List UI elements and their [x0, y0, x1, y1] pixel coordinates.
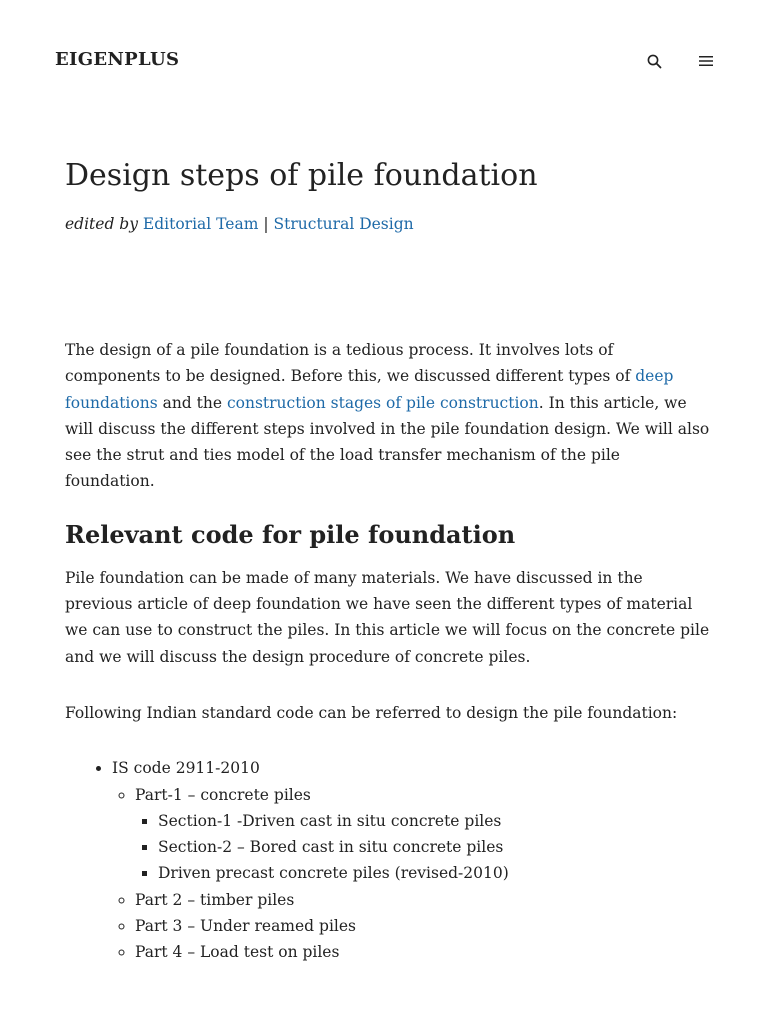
section-heading: Relevant code for pile foundation: [65, 519, 516, 549]
meta-separator: |: [263, 215, 269, 233]
hamburger-menu-glyph: [699, 55, 713, 67]
construction-stages-link[interactable]: construction stages of pile construction: [226, 393, 539, 412]
intro-text-3: . In this article, we will discuss the different steps involved in the pile foundation design. We will also see the strut and ties model of the load transfer mechanism of the pile foundation.: [65, 393, 710, 491]
section-paragraph-2: Following Indian standard code can be referred to design the pile foundation:: [65, 703, 678, 722]
deep-foundations-link[interactable]: deep foundations: [65, 367, 674, 412]
list-item: ▪ Section-1 -Driven cast in situ concrete piles: [158, 808, 710, 834]
nested-list: [112, 782, 710, 966]
code-list: [65, 755, 710, 965]
list-item-text: IS code 2911-2010: [112, 759, 260, 778]
list-item: ◦ Part 2 – timber piles: [135, 887, 710, 913]
list-item: ▪ Section-2 – Bored cast in situ concrete piles: [158, 834, 710, 860]
section-paragraph-1: Pile foundation can be made of many materials. We have discussed in the previous article of deep foundation we have seen the different types of material we can use to construct the piles. In this article we will focus on the concrete pile and we will discuss the design procedure of concrete piles.: [65, 568, 710, 666]
list-item: ◦ Part 4 – Load test on piles: [135, 939, 710, 965]
intro-paragraph: [65, 337, 710, 495]
edited-by-label: edited by: [65, 215, 138, 233]
list-item: ▪ Driven precast concrete piles (revised-2010): [158, 860, 710, 886]
nested-list: [135, 808, 710, 887]
site-logo[interactable]: EIGENPLUS: [55, 49, 180, 70]
list-item-text: Part-1 – concrete piles: [135, 785, 311, 804]
intro-text-1: The design of a pile foundation is a tedious process. It involves lots of components to be designed. Before this, we discussed different types of: [65, 341, 636, 386]
category-link[interactable]: Structural Design: [273, 215, 414, 233]
search-icon-glyph: [647, 54, 662, 69]
site-header: [0, 0, 768, 122]
list-item: ◦ Part 3 – Under reamed piles: [135, 913, 710, 939]
article-content: [65, 152, 710, 966]
intro-text-2: and the: [157, 393, 227, 412]
search-icon[interactable]: [643, 50, 665, 72]
list-item: [112, 755, 710, 965]
list-item: [135, 782, 710, 887]
page-title: Design steps of pile foundation: [65, 158, 538, 193]
author-link[interactable]: Editorial Team: [142, 215, 259, 233]
hamburger-menu-icon[interactable]: [695, 50, 717, 72]
article-meta: [65, 212, 710, 236]
